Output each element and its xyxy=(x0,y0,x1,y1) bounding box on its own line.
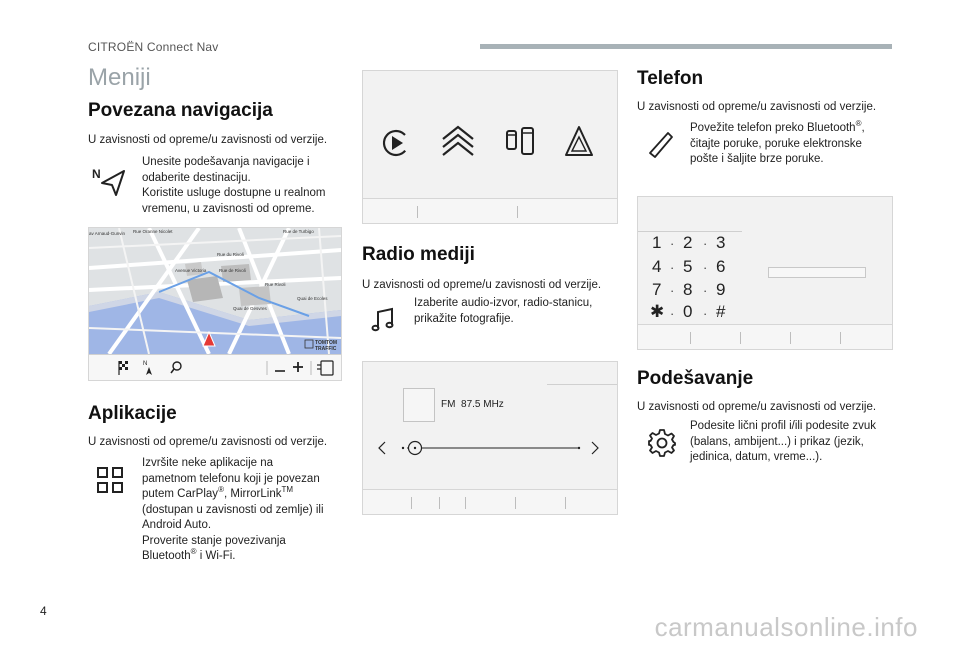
svg-text:N: N xyxy=(92,167,101,181)
map-street-label: Rue du Rivoli xyxy=(217,252,244,257)
map-brand-label: TOMTOM xyxy=(315,340,338,346)
map-street-label: av Arnaud-Gunvin xyxy=(89,231,126,236)
watermark: carmanualsonline.info xyxy=(654,612,918,642)
radio-station-info: FM 87.5 MHz xyxy=(441,399,504,410)
frequency-slider xyxy=(363,432,617,462)
map-street-label: Rue Oranne Nicolet xyxy=(133,229,173,234)
keypad-key: 6 xyxy=(716,257,726,276)
radio-title: Radio mediji xyxy=(362,244,475,265)
keypad-key: 5 xyxy=(683,257,693,276)
keypad-key: 7 xyxy=(652,280,662,299)
apps-grid-icon xyxy=(96,466,124,494)
station-artwork xyxy=(403,388,435,422)
main-menu-screen xyxy=(362,70,618,224)
chevron-right-icon xyxy=(592,442,598,454)
keypad-key: 2 xyxy=(683,233,693,252)
settings-intro: U zavisnosti od opreme/u zavisnosti od verzije. xyxy=(637,401,877,413)
apps-title: Aplikacije xyxy=(88,403,177,424)
dialed-number-field xyxy=(768,267,866,278)
navigation-intro: U zavisnosti od opreme/u zavisnosti od verzije. xyxy=(88,134,328,146)
keypad-key: 1 xyxy=(652,233,662,252)
settings-gear-icon xyxy=(647,428,677,458)
map-street-label: Quai de Gesvres xyxy=(233,306,267,311)
radio-description: Izaberite audio-izvor, radio-stanicu, prikažite fotografije. xyxy=(414,297,593,325)
phone-title: Telefon xyxy=(637,68,704,89)
phone-keypad-screen: 1 · 2 · 3 4 · 5 · 6 7 · 8 · 9 ✱ · 0 · # xyxy=(637,196,893,350)
header-bar xyxy=(480,44,892,49)
map-street-label: Avenue Victoria xyxy=(175,268,207,273)
keypad-key: 0 xyxy=(683,302,693,321)
phone-pair-icon xyxy=(507,131,516,149)
map-view xyxy=(89,228,341,354)
radio-intro: U zavisnosti od opreme/u zavisnosti od verzije. xyxy=(362,279,602,291)
map-brand-label: TRAFFIC xyxy=(315,346,337,352)
map-street-label: Rue de Rivoli xyxy=(219,268,246,273)
chevron-left-icon xyxy=(379,442,385,454)
music-note-icon xyxy=(370,306,398,334)
manual-header-title: CITROËN Connect Nav xyxy=(88,40,219,54)
phone-intro: U zavisnosti od opreme/u zavisnosti od verzije. xyxy=(637,101,877,113)
map-street-label: Quai de Ecoles xyxy=(297,296,328,301)
keypad-key: 8 xyxy=(683,280,693,299)
page-number: 4 xyxy=(40,604,47,618)
map-street-label: Rue Rivoli xyxy=(265,282,286,287)
apps-intro: U zavisnosti od opreme/u zavisnosti od verzije. xyxy=(88,436,328,448)
keypad-key: 3 xyxy=(716,233,726,252)
navigation-screen xyxy=(88,227,342,381)
phone-handset-icon xyxy=(646,130,676,160)
apps-description: Izvršite neke aplikacije na pametnom telefonu koji je povezan putem CarPlay®, MirrorLink™ (dostupan u zavisnosti od zemlje) ili Android Auto. Proverite stanje povezivanja Bluetooth® i Wi-Fi. xyxy=(142,457,324,562)
keypad-key: 4 xyxy=(652,257,662,276)
keypad-key: ✱ xyxy=(650,302,665,321)
map-toolbar xyxy=(89,354,341,380)
settings-description: Podesite lični profil i/ili podesite zvuk (balans, ambijent...) i prikaz (jezik, jedinica, datum, vreme...). xyxy=(690,420,877,463)
navigation-description: Unesite podešavanja navigacije i odaberite destinaciju. Koristite usluge dostupne u realnom vremenu, u zavisnosti od opreme. xyxy=(142,156,326,215)
phone-description: Povežite telefon preko Bluetooth®, čitajte poruke, poruke elektronske pošte i šaljite brze poruke. xyxy=(690,119,865,165)
radio-screen xyxy=(362,361,618,515)
keypad-key: # xyxy=(716,302,726,321)
navigation-icon xyxy=(90,165,130,201)
svg-text:N: N xyxy=(143,361,148,367)
section-title: Meniji xyxy=(88,64,151,91)
map-street-label: Rue de Turbigo xyxy=(283,229,314,234)
keypad-key: 9 xyxy=(716,280,726,299)
navigation-title: Povezana navigacija xyxy=(88,100,273,121)
settings-title: Podešavanje xyxy=(637,368,754,389)
